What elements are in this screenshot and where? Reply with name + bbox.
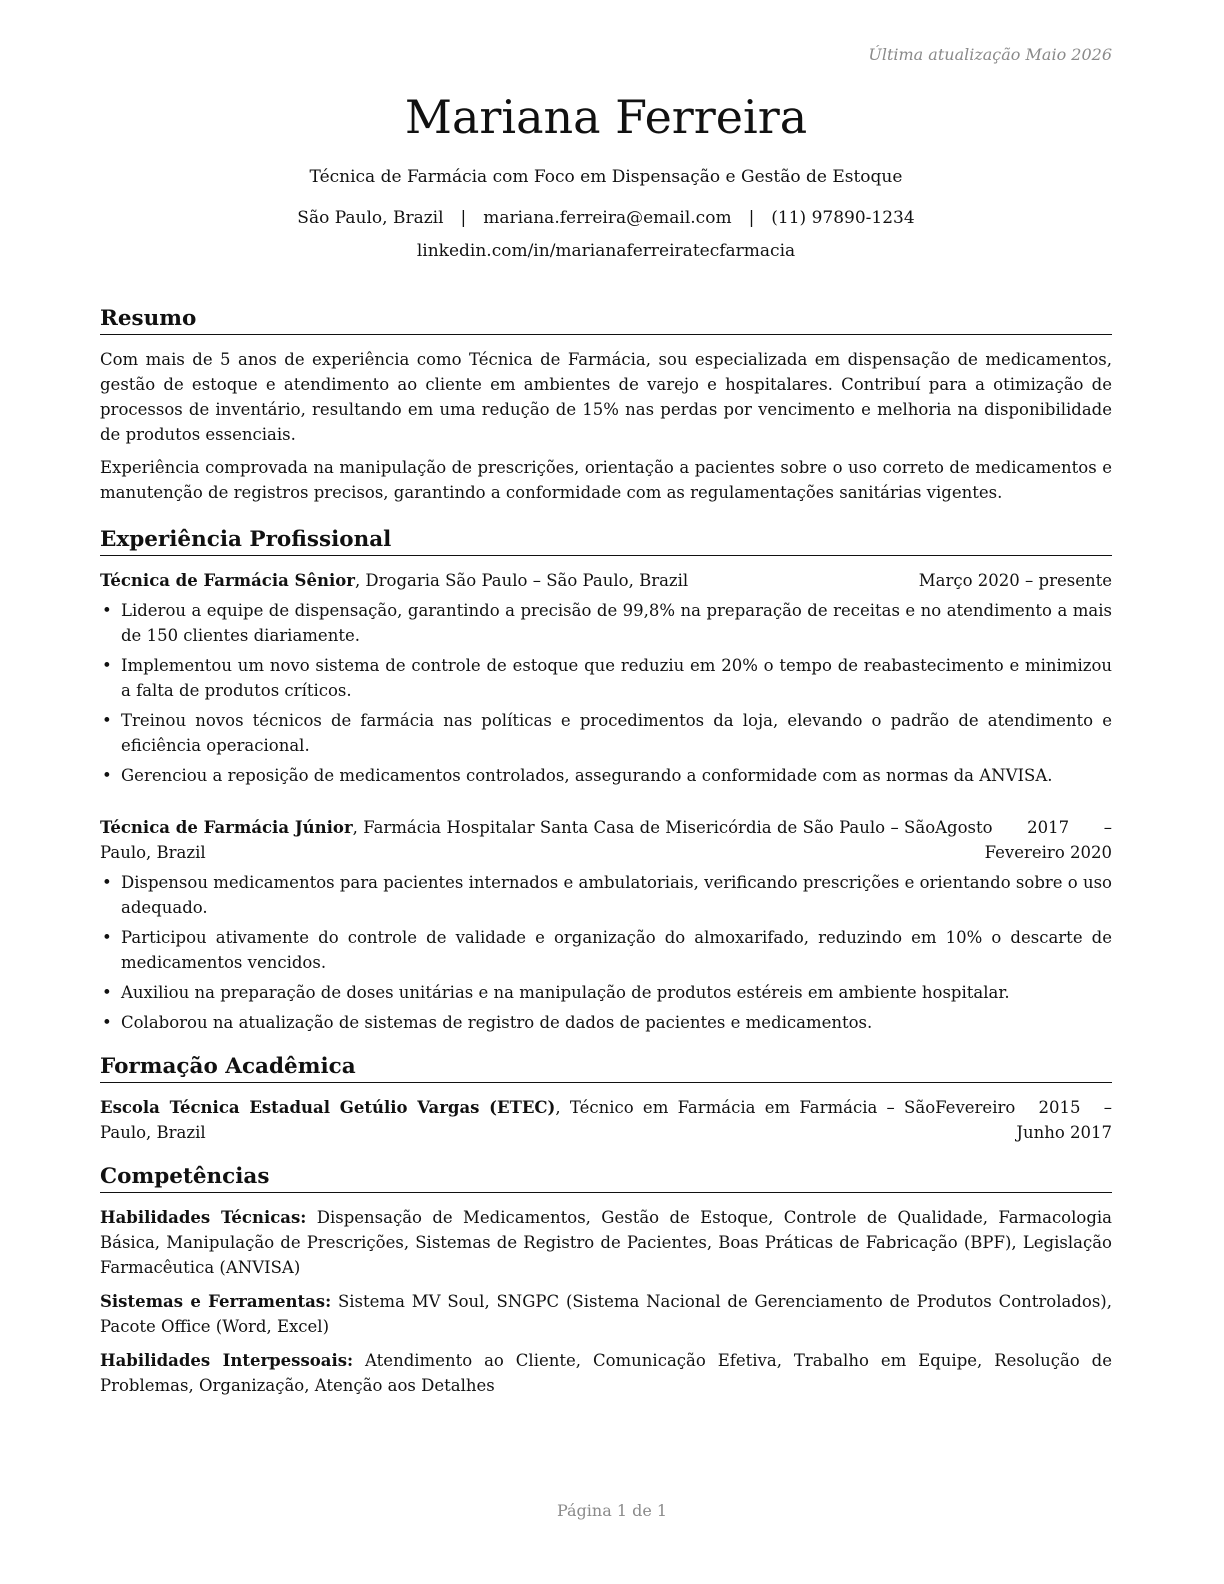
- bullet-text: Dispensou medicamentos para pacientes internados e ambulatoriais, verificando prescrições e orientando sobre o uso adequado.: [121, 873, 1112, 917]
- summary-paragraph: Experiência comprovada na manipulação de prescrições, orientação a pacientes sobre o uso correto de medicamentos e manutenção de registros precisos, garantindo a conformidade com as regulamentações sanitárias vigentes.: [100, 458, 1112, 502]
- bullet-text: Implementou um novo sistema de controle de estoque que reduziu em 20% o tempo de reabastecimento e minimizou a falta de produtos críticos.: [121, 656, 1112, 700]
- resume-header: [100, 88, 1112, 263]
- contact-linkedin[interactable]: linkedin.com/in/marianaferreiratecfarmacia: [416, 241, 796, 261]
- skill-group-label: Habilidades Técnicas:: [100, 1208, 307, 1227]
- contact-separator: |: [748, 208, 755, 228]
- job-dates: Março 2020 – presente: [918, 571, 1112, 590]
- bullet-icon: •: [102, 873, 112, 892]
- job-bullet-list: [100, 870, 1112, 1035]
- skill-group-text: Dispensação de Medicamentos, Gestão de Estoque, Controle de Qualidade, Farmacologia Básica, Manipulação de Prescrições, Sistemas de Registro de Pacientes, Boas Práticas de Fabricação (BPF), Legislação Farmacêutica (ANVISA): [100, 1208, 1113, 1277]
- bullet-icon: •: [102, 766, 112, 785]
- bullet-icon: •: [102, 928, 112, 947]
- job-header: [100, 815, 1112, 865]
- list-item: [100, 925, 1112, 975]
- candidate-name: Mariana Ferreira: [404, 90, 808, 144]
- list-item: [100, 708, 1112, 758]
- contact-phone: (11) 97890-1234: [771, 208, 915, 228]
- contact-location: São Paulo, Brazil: [297, 208, 444, 228]
- bullet-icon: •: [102, 601, 112, 620]
- bullet-text: Gerenciou a reposição de medicamentos controlados, assegurando a conformidade com as normas da ANVISA.: [121, 766, 1053, 785]
- bullet-icon: •: [102, 656, 112, 675]
- skill-group-label: Habilidades Interpessoais:: [100, 1351, 354, 1370]
- candidate-headline: Técnica de Farmácia com Foco em Dispensação e Gestão de Estoque: [309, 167, 903, 187]
- job-dates: Agosto 2017 – Fevereiro 2020: [935, 818, 1112, 862]
- skill-group-text: Atendimento ao Cliente, Comunicação Efetiva, Trabalho em Equipe, Resolução de Problemas, Organização, Atenção aos Detalhes: [100, 1351, 1112, 1395]
- education-school: Escola Técnica Estadual Getúlio Vargas (ETEC): [100, 1098, 556, 1117]
- bullet-text: Colaborou na atualização de sistemas de registro de dados de pacientes e medicamentos.: [121, 1013, 873, 1032]
- summary-paragraph: Com mais de 5 anos de experiência como Técnica de Farmácia, sou especializada em dispensação de medicamentos, gestão de estoque e atendimento ao cliente em ambientes de varejo e hospitalares. Contribuí para a otimização de processos de inventário, resultando em uma redução de 15% nas perdas por vencimento e melhoria na disponibilidade de produtos essenciais.: [100, 350, 1112, 444]
- education-dates: Fevereiro 2015 – Junho 2017: [935, 1098, 1112, 1142]
- bullet-icon: •: [102, 1013, 112, 1032]
- skill-group-label: Sistemas e Ferramentas:: [100, 1292, 332, 1311]
- list-item: [100, 598, 1112, 648]
- bullet-text: Auxiliou na preparação de doses unitárias e na manipulação de produtos estéreis em ambiente hospitalar.: [121, 983, 1010, 1002]
- section-title-experience: Experiência Profissional: [100, 526, 1112, 556]
- skill-group-text: Sistema MV Soul, SNGPC (Sistema Nacional de Gerenciamento de Produtos Controlados), Pacote Office (Word, Excel): [100, 1292, 1112, 1336]
- list-item: [100, 870, 1112, 920]
- job-heading: [100, 815, 935, 865]
- job-heading: [100, 568, 899, 593]
- job-title: Técnica de Farmácia Sênior: [100, 571, 355, 590]
- bullet-text: Liderou a equipe de dispensação, garantindo a precisão de 99,8% na preparação de receitas e no atendimento a mais de 150 clientes diariamente.: [121, 601, 1112, 645]
- section-title-education: Formação Acadêmica: [100, 1053, 1112, 1083]
- job-header: [100, 568, 1112, 593]
- list-item: [100, 1010, 1112, 1035]
- bullet-text: Treinou novos técnicos de farmácia nas políticas e procedimentos da loja, elevando o padrão de atendimento e eficiência operacional.: [121, 711, 1112, 755]
- job-bullet-list: [100, 598, 1112, 788]
- section-title-skills: Competências: [100, 1163, 1112, 1193]
- contact-line: [100, 206, 1112, 230]
- job-employer-location: , Drogaria São Paulo – São Paulo, Brazil: [354, 571, 689, 590]
- bullet-text: Participou ativamente do controle de validade e organização do almoxarifado, reduzindo em 10% o descarte de medicamentos vencidos.: [121, 928, 1112, 972]
- education-details: , Técnico em Farmácia em Farmácia – São Paulo, Brazil: [100, 1098, 936, 1142]
- last-updated-note: Última atualização Maio 2026: [868, 45, 1112, 64]
- list-item: [100, 763, 1112, 788]
- section-title-summary: Resumo: [100, 305, 1112, 335]
- job-employer-location: , Farmácia Hospitalar Santa Casa de Misericórdia de São Paulo – São Paulo, Brazil: [100, 818, 936, 862]
- page-number: Página 1 de 1: [556, 1501, 668, 1520]
- skill-group: [100, 1205, 1112, 1280]
- education-entry: [100, 1095, 1112, 1145]
- bullet-icon: •: [102, 983, 112, 1002]
- bullet-icon: •: [102, 711, 112, 730]
- education-heading: [100, 1095, 935, 1145]
- list-item: [100, 653, 1112, 703]
- contact-separator: |: [460, 208, 467, 228]
- resume-body: [100, 305, 1112, 1407]
- skill-group: [100, 1348, 1112, 1398]
- contact-email[interactable]: mariana.ferreira@email.com: [483, 208, 732, 228]
- skill-group: [100, 1289, 1112, 1339]
- list-item: [100, 980, 1112, 1005]
- job-title: Técnica de Farmácia Júnior: [100, 818, 353, 837]
